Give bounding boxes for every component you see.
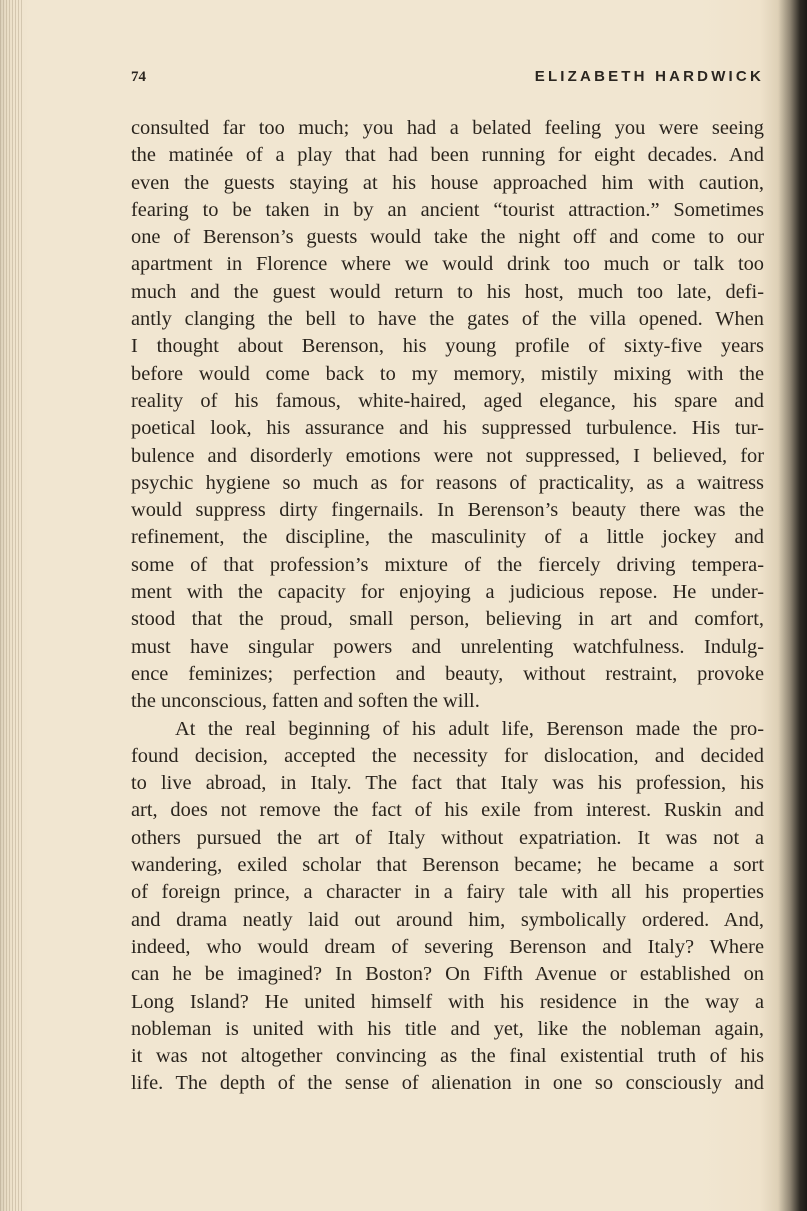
text-line: life. The depth of the sense of alienation in one so consciously and bbox=[131, 1072, 764, 1095]
text-line: wandering, exiled scholar that Berenson became; he became a sort bbox=[131, 854, 764, 877]
text-line: ence feminizes; perfection and beauty, without restraint, provoke bbox=[131, 662, 764, 685]
text-line: must have singular powers and unrelenting watchfulness. Indulg- bbox=[131, 635, 764, 658]
text-line: some of that profession’s mixture of the fiercely driving tempera- bbox=[131, 553, 764, 576]
text-line: Long Island? He united himself with his residence in the way a bbox=[131, 990, 764, 1013]
text-line: can he be imagined? In Boston? On Fifth Avenue or established on bbox=[131, 963, 764, 986]
text-line: psychic hygiene so much as for reasons of practicality, as a waitress bbox=[131, 471, 764, 494]
text-line: poetical look, his assurance and his suppressed turbulence. His tur- bbox=[131, 417, 764, 440]
text-line: others pursued the art of Italy without expatriation. It was not a bbox=[131, 826, 764, 849]
body-text bbox=[131, 115, 764, 1098]
text-line: before would come back to my memory, mistily mixing with the bbox=[131, 362, 764, 385]
text-line: even the guests staying at his house approached him with caution, bbox=[131, 171, 764, 194]
text-line: much and the guest would return to his host, much too late, defi- bbox=[131, 280, 764, 303]
text-line: I thought about Berenson, his young profile of sixty-five years bbox=[131, 335, 764, 358]
page-header bbox=[131, 66, 764, 90]
running-head: ELIZABETH HARDWICK bbox=[534, 68, 764, 85]
text-line: fearing to be taken in by an ancient “tourist attraction.” Sometimes bbox=[131, 198, 764, 221]
page-number: 74 bbox=[131, 69, 146, 85]
text-line: consulted far too much; you had a belated feeling you were seeing bbox=[131, 117, 764, 139]
text-line: found decision, accepted the necessity for dislocation, and decided bbox=[131, 744, 764, 767]
text-line: indeed, who would dream of severing Berenson and Italy? Where bbox=[131, 935, 764, 958]
text-line: to live abroad, in Italy. The fact that Italy was his profession, his bbox=[131, 772, 764, 795]
text-line: of foreign prince, a character in a fairy tale with all his properties bbox=[131, 881, 764, 904]
text-line: the unconscious, fatten and soften the will. bbox=[131, 690, 480, 713]
text-line: would suppress dirty fingernails. In Berenson’s beauty there was the bbox=[131, 499, 764, 522]
text-line: At the real beginning of his adult life, Berenson made the pro- bbox=[175, 717, 764, 740]
paragraph-1 bbox=[131, 115, 764, 716]
text-line: the matinée of a play that had been running for eight decades. And bbox=[131, 144, 764, 167]
paragraph-2 bbox=[131, 716, 764, 1098]
text-line: refinement, the discipline, the masculinity of a little jockey and bbox=[131, 526, 764, 549]
text-line: ment with the capacity for enjoying a judicious repose. He under- bbox=[131, 581, 764, 604]
text-line: it was not altogether convincing as the final existential truth of his bbox=[131, 1045, 764, 1068]
text-line: one of Berenson’s guests would take the night off and come to our bbox=[131, 226, 764, 249]
text-line: reality of his famous, white-haired, aged elegance, his spare and bbox=[131, 389, 764, 412]
text-line: apartment in Florence where we would drink too much or talk too bbox=[131, 253, 764, 276]
page-gutter bbox=[0, 0, 24, 1211]
text-line: stood that the proud, small person, believing in art and comfort, bbox=[131, 608, 764, 631]
text-line: nobleman is united with his title and yet, like the nobleman again, bbox=[131, 1017, 764, 1040]
text-line: and drama neatly laid out around him, symbolically ordered. And, bbox=[131, 908, 764, 931]
text-line: art, does not remove the fact of his exile from interest. Ruskin and bbox=[131, 799, 764, 822]
text-line: bulence and disorderly emotions were not suppressed, I believed, for bbox=[131, 444, 764, 467]
text-line: antly clanging the bell to have the gates of the villa opened. When bbox=[131, 308, 764, 331]
